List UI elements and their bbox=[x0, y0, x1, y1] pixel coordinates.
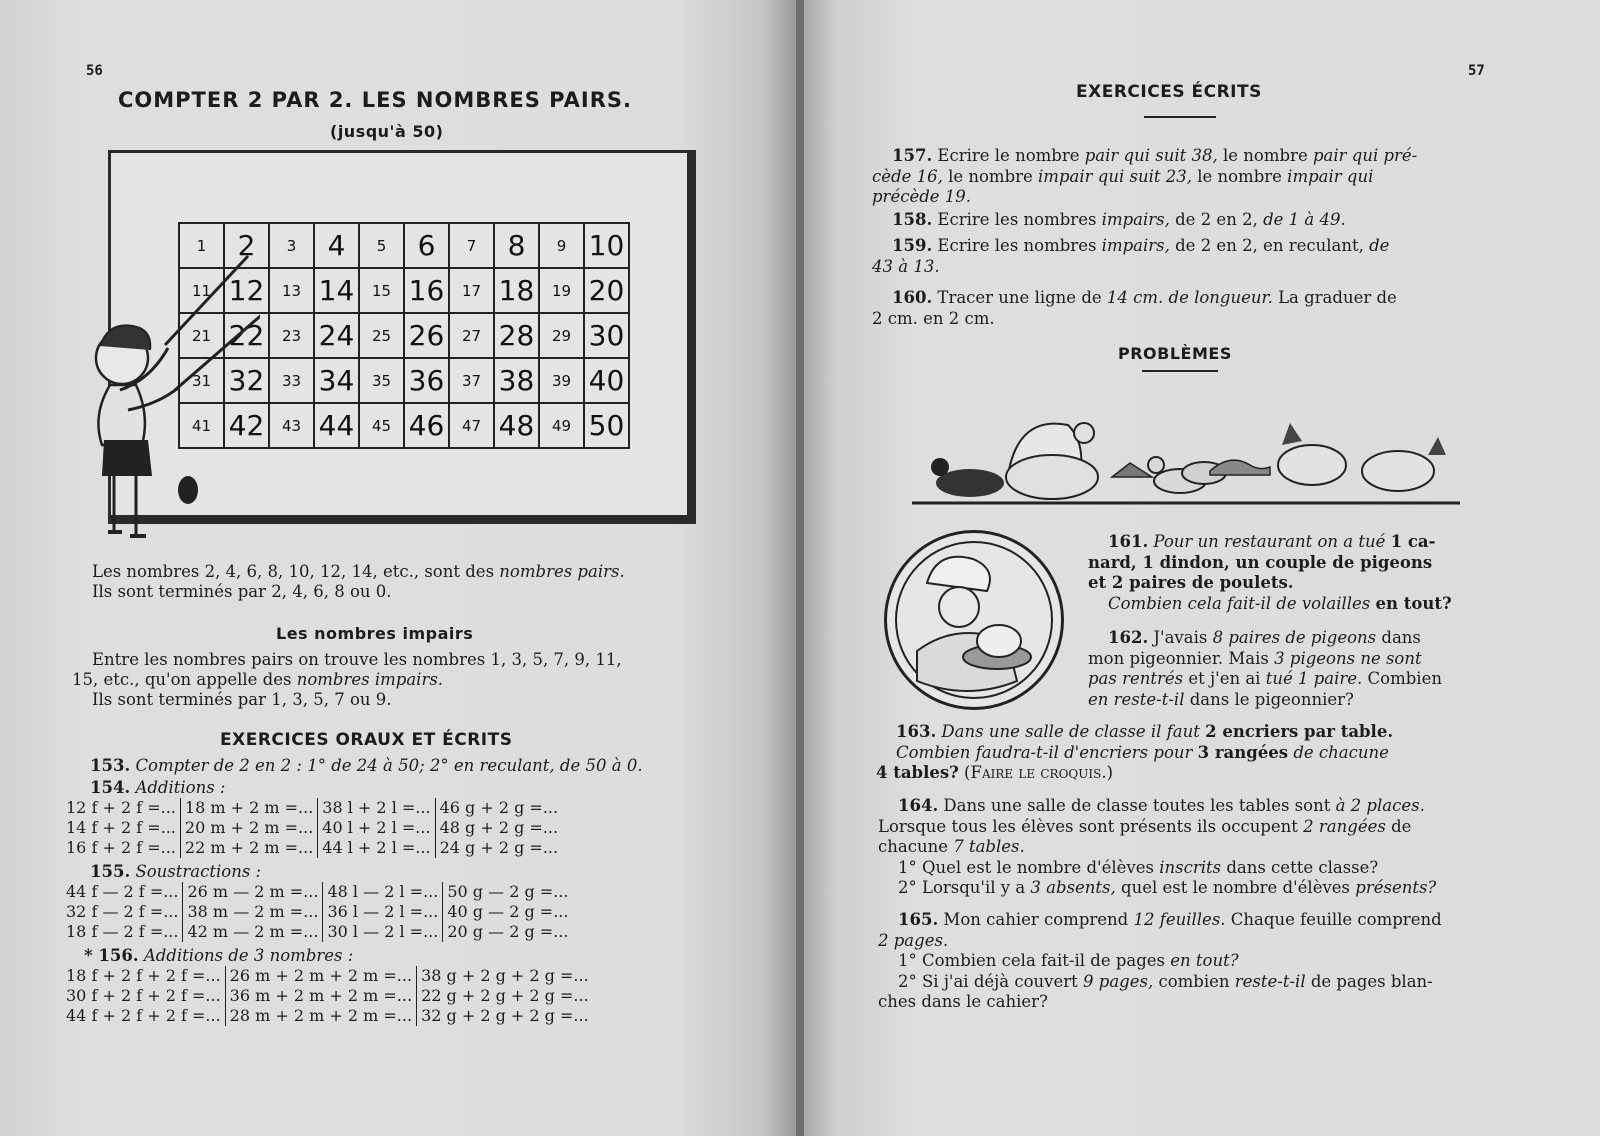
grid-cell: 38 bbox=[495, 359, 540, 404]
grid-cell: 47 bbox=[450, 404, 495, 449]
t: inscrits bbox=[1159, 857, 1222, 877]
exercise-number: 162. bbox=[1108, 628, 1149, 647]
t: impair qui bbox=[1287, 166, 1374, 186]
grid-cell: 41 bbox=[180, 404, 225, 449]
table-row bbox=[62, 922, 572, 942]
grid-cell: 22 bbox=[225, 314, 270, 359]
grid-cell: 21 bbox=[180, 314, 225, 359]
calc-cell: 24 g + 2 g =... bbox=[435, 838, 562, 858]
exercise-number: 154. bbox=[90, 778, 131, 797]
impairs-text: Entre les nombres pairs on trouve les nombres 1, 3, 5, 7, 9, 11, bbox=[92, 650, 622, 669]
t: Ecrire les nombres bbox=[932, 236, 1102, 255]
impairs-heading: Les nombres impairs bbox=[276, 624, 474, 643]
pairs-text: Les nombres 2, 4, 6, 8, 10, 12, 14, etc., sont des bbox=[92, 562, 500, 581]
grid-cell: 48 bbox=[495, 404, 540, 449]
exercise-161 bbox=[1088, 532, 1488, 614]
grid-cell: 30 bbox=[585, 314, 630, 359]
grid-cell: 17 bbox=[450, 269, 495, 314]
grid-cell: 11 bbox=[180, 269, 225, 314]
t: de 2 en 2, en reculant, bbox=[1169, 236, 1370, 255]
grid-cell: 13 bbox=[270, 269, 315, 314]
t: de 2 en 2, bbox=[1169, 210, 1264, 229]
chef-medallion-illustration bbox=[884, 530, 1064, 710]
calc-cell: 32 f — 2 f =... bbox=[66, 902, 179, 921]
t: 7 tables. bbox=[953, 837, 1025, 856]
t: Ecrire le nombre bbox=[932, 146, 1085, 165]
t: 2° Lorsqu'il y a bbox=[898, 878, 1031, 897]
calc-cell: 20 g — 2 g =... bbox=[443, 922, 573, 942]
exercise-label: Additions : bbox=[135, 778, 226, 797]
grid-cell: 9 bbox=[540, 224, 585, 269]
grid-cell: 36 bbox=[405, 359, 450, 404]
impairs-text-2: 15, etc., qu'on appelle des bbox=[72, 670, 297, 689]
grid-cell: 20 bbox=[585, 269, 630, 314]
t: en tout? bbox=[1170, 951, 1239, 970]
grid-cell: 16 bbox=[405, 269, 450, 314]
grid-cell: 33 bbox=[270, 359, 315, 404]
t: 12 feuilles. bbox=[1133, 910, 1226, 929]
calc-cell: 40 g — 2 g =... bbox=[443, 902, 573, 922]
pairs-term: nombres pairs. bbox=[499, 562, 625, 581]
grid-cell: 37 bbox=[450, 359, 495, 404]
t: 2 rangées bbox=[1303, 816, 1386, 836]
problems-heading: PROBLÈMES bbox=[1118, 344, 1232, 363]
calc-cell: 32 g + 2 g + 2 g =... bbox=[417, 1006, 593, 1026]
t: 14 cm. de longueur. bbox=[1106, 288, 1273, 307]
t: La graduer de bbox=[1272, 288, 1397, 307]
t: dans le pigeonnier? bbox=[1184, 689, 1354, 709]
calc-cell: 18 m + 2 m =... bbox=[180, 798, 317, 818]
calc-cell: 20 m + 2 m =... bbox=[180, 818, 317, 838]
grid-cell: 31 bbox=[180, 359, 225, 404]
t: Ecrire les nombres bbox=[932, 210, 1102, 229]
grid-cell: 32 bbox=[225, 359, 270, 404]
exercise-number: * 156. bbox=[84, 946, 139, 965]
calc-cell: 26 m — 2 m =... bbox=[183, 882, 323, 902]
pairs-paragraph bbox=[92, 562, 692, 602]
calc-cell: 44 f + 2 f + 2 f =... bbox=[66, 1006, 221, 1025]
exercise-156 bbox=[84, 946, 353, 966]
t: 3 pigeons ne sont bbox=[1274, 648, 1422, 668]
grid-cell: 44 bbox=[315, 404, 360, 449]
exercise-number: 159. bbox=[892, 236, 933, 255]
t: combien bbox=[1153, 971, 1235, 991]
exercise-163 bbox=[876, 722, 1488, 784]
t: dans cette classe? bbox=[1221, 857, 1379, 877]
calc-cell: 22 m + 2 m =... bbox=[180, 838, 317, 858]
t: 2° Si j'ai déjà couvert bbox=[898, 971, 1084, 991]
grid-cell: 4 bbox=[315, 224, 360, 269]
t: J'avais bbox=[1148, 628, 1213, 647]
t: mon pigeonnier. Mais bbox=[1088, 648, 1275, 668]
exercise-157 bbox=[872, 146, 1488, 208]
additions-table bbox=[62, 798, 562, 858]
grid-cell: 5 bbox=[360, 224, 405, 269]
t: ches dans le cahier? bbox=[878, 992, 1048, 1011]
table-row bbox=[62, 838, 562, 858]
t: en reste-t-il bbox=[1088, 689, 1185, 709]
t: le nombre bbox=[1191, 166, 1288, 186]
t: 2 pages. bbox=[878, 930, 949, 950]
calc-cell: 36 l — 2 l =... bbox=[323, 902, 443, 922]
t: en tout? bbox=[1375, 593, 1452, 613]
t: de chacune bbox=[1288, 742, 1389, 762]
exercise-number: 161. bbox=[1108, 532, 1149, 551]
grid-cell: 34 bbox=[315, 359, 360, 404]
t: tué 1 paire. bbox=[1265, 669, 1363, 688]
t: 1° Combien cela fait-il de pages bbox=[898, 951, 1171, 970]
soustractions-table bbox=[62, 882, 572, 942]
page-number: 56 bbox=[86, 63, 103, 79]
calc-cell: 22 g + 2 g + 2 g =... bbox=[417, 986, 593, 1006]
grid-cell: 26 bbox=[405, 314, 450, 359]
table-row bbox=[62, 986, 593, 1006]
grid-cell: 42 bbox=[225, 404, 270, 449]
page-title: COMPTER 2 PAR 2. LES NOMBRES PAIRS. bbox=[118, 88, 632, 112]
table-row bbox=[62, 818, 562, 838]
calc-cell: 48 g + 2 g =... bbox=[435, 818, 562, 838]
t: précède 19. bbox=[872, 187, 972, 206]
impairs-ending: Ils sont terminés par 1, 3, 5, 7 ou 9. bbox=[92, 690, 392, 709]
calc-cell: 42 m — 2 m =... bbox=[183, 922, 323, 942]
grid-cell: 14 bbox=[315, 269, 360, 314]
t: Pour un restaurant on a tué bbox=[1148, 532, 1391, 551]
grid-cell: 24 bbox=[315, 314, 360, 359]
heading-rule bbox=[1144, 116, 1216, 118]
pairs-ending: Ils sont terminés par 2, 4, 6, 8 ou 0. bbox=[92, 582, 392, 601]
calc-cell: 48 l — 2 l =... bbox=[323, 882, 443, 902]
t: Mon cahier comprend bbox=[938, 910, 1134, 929]
t: à 2 places. bbox=[1335, 796, 1425, 815]
grid-cell: 46 bbox=[405, 404, 450, 449]
exercise-number: 158. bbox=[892, 210, 933, 229]
grid-cell: 15 bbox=[360, 269, 405, 314]
calc-cell: 26 m + 2 m + 2 m =... bbox=[225, 966, 416, 986]
t: et 2 paires de poulets. bbox=[1088, 573, 1294, 592]
t: de 1 à 49. bbox=[1263, 210, 1346, 229]
exercise-number: 160. bbox=[892, 288, 933, 307]
grid-cell: 29 bbox=[540, 314, 585, 359]
grid-cell: 18 bbox=[495, 269, 540, 314]
t: Dans une salle de classe toutes les tables sont bbox=[938, 796, 1336, 815]
t: impairs, bbox=[1101, 236, 1170, 255]
t: 2 cm. en 2 cm. bbox=[872, 308, 995, 328]
calc-cell: 30 l — 2 l =... bbox=[323, 922, 443, 942]
grid-cell: 12 bbox=[225, 269, 270, 314]
additions3-table bbox=[62, 966, 593, 1026]
exercise-number: 165. bbox=[898, 910, 939, 929]
t: cède 16, bbox=[872, 166, 943, 186]
t: 4 tables? bbox=[876, 763, 959, 782]
grid-cell: 40 bbox=[585, 359, 630, 404]
t: et j'en ai bbox=[1183, 669, 1266, 688]
book-gutter bbox=[796, 0, 804, 1136]
exercise-164 bbox=[878, 796, 1490, 899]
calc-cell: 12 f + 2 f =... bbox=[66, 798, 176, 817]
grid-cell: 35 bbox=[360, 359, 405, 404]
grid-cell: 8 bbox=[495, 224, 540, 269]
t: Dans une salle de classe il faut bbox=[936, 722, 1206, 741]
t: chacune bbox=[878, 837, 954, 856]
t: reste-t-il bbox=[1234, 971, 1306, 991]
calc-cell: 38 g + 2 g + 2 g =... bbox=[417, 966, 593, 986]
t: impair qui suit 23, bbox=[1038, 166, 1192, 186]
left-page bbox=[0, 0, 796, 1136]
exercise-label: Additions de 3 nombres : bbox=[143, 946, 354, 965]
grid-cell: 49 bbox=[540, 404, 585, 449]
grid-cell: 19 bbox=[540, 269, 585, 314]
t: (Faire le croquis.) bbox=[958, 763, 1114, 782]
chef-drawing bbox=[887, 533, 1061, 707]
calc-cell: 40 l + 2 l =... bbox=[318, 818, 435, 838]
grid-cell: 45 bbox=[360, 404, 405, 449]
calc-cell: 44 l + 2 l =... bbox=[318, 838, 435, 858]
grid-cell: 50 bbox=[585, 404, 630, 449]
calc-cell: 16 f + 2 f =... bbox=[66, 838, 176, 857]
t: 9 pages, bbox=[1083, 971, 1154, 991]
calc-cell: 38 l + 2 l =... bbox=[318, 798, 435, 818]
t: impairs, bbox=[1101, 210, 1170, 229]
calc-cell: 18 f — 2 f =... bbox=[66, 922, 179, 941]
grid-cell: 1 bbox=[180, 224, 225, 269]
t: 3 absents, bbox=[1030, 878, 1116, 897]
exercise-165 bbox=[878, 910, 1490, 1013]
calc-cell: 14 f + 2 f =... bbox=[66, 818, 176, 837]
exercise-153 bbox=[90, 756, 643, 776]
t: 43 à 13. bbox=[872, 256, 940, 276]
t: dans bbox=[1376, 628, 1421, 647]
t: 2 encriers par table. bbox=[1205, 722, 1394, 741]
t: de bbox=[1369, 236, 1390, 255]
t: 1° Quel est le nombre d'élèves bbox=[898, 857, 1160, 877]
written-exercises-heading: EXERCICES ÉCRITS bbox=[1076, 82, 1262, 102]
impairs-paragraph bbox=[72, 650, 692, 710]
calc-cell: 38 m — 2 m =... bbox=[183, 902, 323, 922]
grid-cell: 6 bbox=[405, 224, 450, 269]
exercise-text: Compter de 2 en 2 : 1° de 24 à 50; 2° en reculant, de 50 à 0. bbox=[135, 756, 643, 775]
exercise-number: 157. bbox=[892, 146, 933, 165]
grid-cell: 10 bbox=[585, 224, 630, 269]
grid-cell: 25 bbox=[360, 314, 405, 359]
calc-cell: 18 f + 2 f + 2 f =... bbox=[66, 966, 221, 985]
exercise-160 bbox=[872, 288, 1488, 329]
t: pas rentrés bbox=[1088, 669, 1184, 688]
t: Lorsque tous les élèves sont présents ils occupent bbox=[878, 816, 1304, 836]
exercise-158 bbox=[892, 210, 1492, 231]
calc-cell: 28 m + 2 m + 2 m =... bbox=[225, 1006, 416, 1026]
grid-cell: 27 bbox=[450, 314, 495, 359]
grid-cell: 7 bbox=[450, 224, 495, 269]
grid-cell: 23 bbox=[270, 314, 315, 359]
exercise-label: Soustractions : bbox=[135, 862, 262, 881]
t: de bbox=[1385, 816, 1412, 836]
exercise-159 bbox=[872, 236, 1488, 277]
grid-cell: 28 bbox=[495, 314, 540, 359]
exercise-155 bbox=[90, 862, 261, 882]
exercise-162 bbox=[1088, 628, 1488, 710]
t: de pages blan- bbox=[1305, 971, 1433, 991]
t: quel est le nombre d'élèves bbox=[1115, 878, 1356, 897]
exercise-number: 153. bbox=[90, 756, 131, 775]
table-row bbox=[62, 882, 572, 902]
exercise-number: 164. bbox=[898, 796, 939, 815]
t: pair qui suit 38, bbox=[1084, 146, 1218, 165]
exercise-154 bbox=[90, 778, 226, 798]
grid-cell: 43 bbox=[270, 404, 315, 449]
exercise-number: 163. bbox=[896, 722, 937, 741]
t: pair qui pré- bbox=[1312, 146, 1418, 165]
oral-exercises-heading: EXERCICES ORAUX ET ÉCRITS bbox=[220, 730, 513, 750]
poultry-illustration bbox=[912, 405, 1460, 515]
t: 1 ca- bbox=[1390, 532, 1436, 551]
grid-cell: 39 bbox=[540, 359, 585, 404]
t: Combien cela fait-il de volailles bbox=[1108, 593, 1376, 613]
t: le nombre bbox=[942, 166, 1039, 186]
t: Tracer une ligne de bbox=[932, 288, 1107, 307]
table-row bbox=[62, 902, 572, 922]
calc-cell: 30 f + 2 f + 2 f =... bbox=[66, 986, 221, 1005]
t: le nombre bbox=[1217, 146, 1313, 165]
calc-cell: 44 f — 2 f =... bbox=[66, 882, 179, 901]
page-number: 57 bbox=[1468, 63, 1485, 79]
t: 8 paires de pigeons bbox=[1212, 628, 1377, 647]
grid-cell: 3 bbox=[270, 224, 315, 269]
exercise-number: 155. bbox=[90, 862, 131, 881]
calc-cell: 50 g — 2 g =... bbox=[443, 882, 573, 902]
t: Combien faudra-t-il d'encriers pour bbox=[896, 742, 1198, 762]
t: Chaque feuille comprend bbox=[1225, 910, 1442, 929]
t: Combien bbox=[1362, 669, 1442, 688]
calc-cell: 46 g + 2 g =... bbox=[435, 798, 562, 818]
table-row bbox=[62, 966, 593, 986]
calc-cell: 36 m + 2 m + 2 m =... bbox=[225, 986, 416, 1006]
page-subtitle: (jusqu'à 50) bbox=[330, 122, 444, 141]
table-row bbox=[62, 798, 562, 818]
t: 3 rangées bbox=[1197, 742, 1289, 762]
t: présents? bbox=[1355, 878, 1437, 897]
impairs-term: nombres impairs. bbox=[296, 670, 444, 689]
grid-cell: 2 bbox=[225, 224, 270, 269]
table-row bbox=[62, 1006, 593, 1026]
child-with-pointer-illustration bbox=[70, 250, 260, 550]
heading-rule bbox=[1142, 370, 1218, 372]
t: nard, 1 dindon, un couple de pigeons bbox=[1088, 552, 1433, 572]
